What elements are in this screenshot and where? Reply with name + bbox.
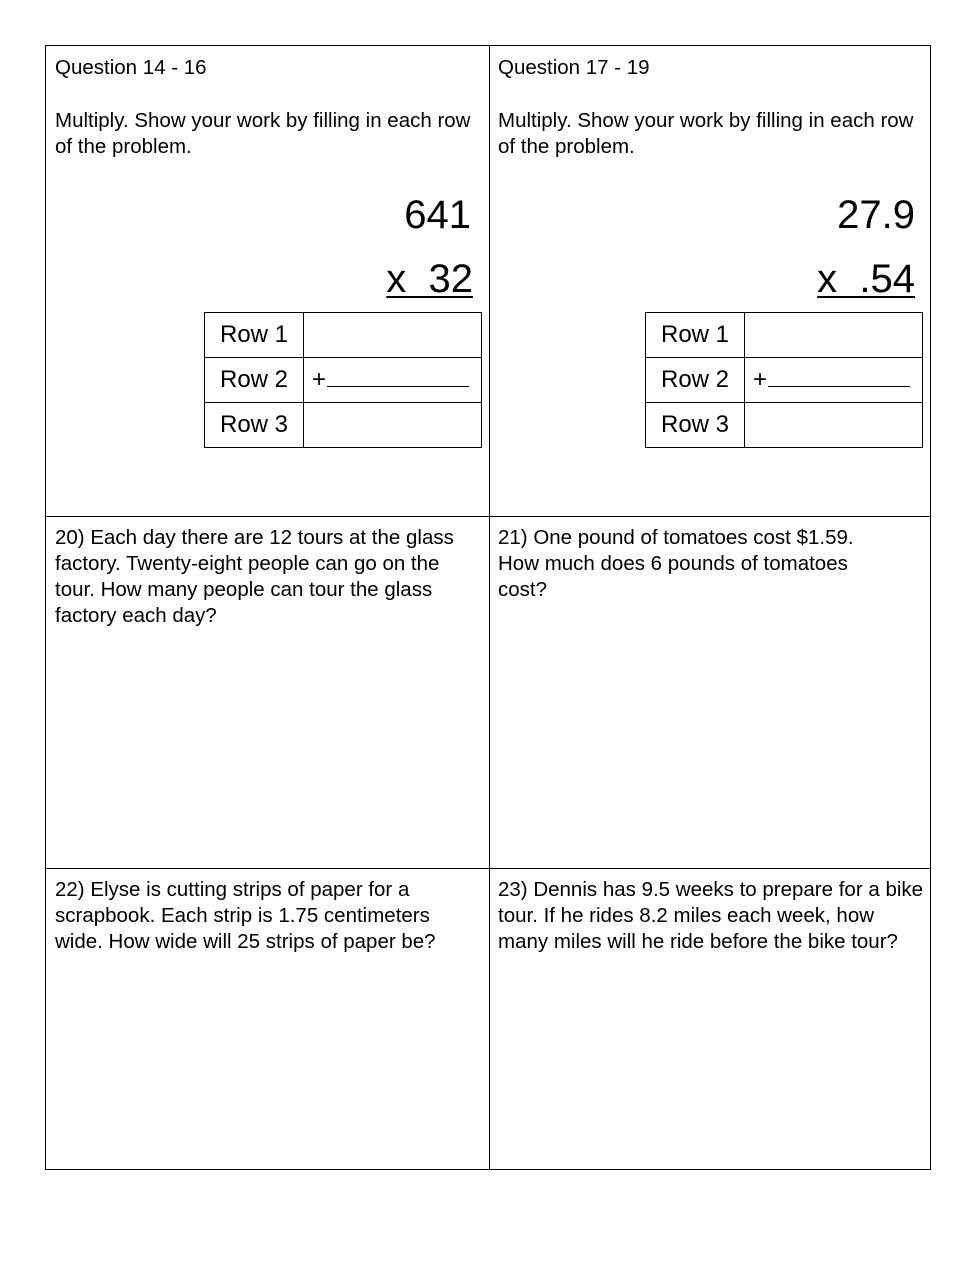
row-label: Row 2	[205, 358, 304, 403]
work-row	[205, 358, 482, 403]
row-answer-field[interactable]	[745, 358, 923, 403]
question-text: 22) Elyse is cutting strips of paper for a scrapbook. Each strip is 1.75 centimeters wide. How wide will 25 strips of paper be?	[55, 878, 436, 953]
row-answer-field[interactable]	[745, 313, 923, 358]
work-row	[646, 358, 923, 403]
multiplier: x 32	[386, 257, 473, 301]
row-label: Row 1	[646, 313, 745, 358]
question-text: 23) Dennis has 9.5 weeks to prepare for a bike tour. If he rides 8.2 miles each week, how many miles will he ride before the bike tour?	[498, 878, 924, 953]
row-prefix: +	[753, 366, 768, 393]
multiplier: x .54	[817, 257, 915, 301]
work-row	[205, 313, 482, 358]
multiplicand: 641	[404, 193, 471, 237]
row-answer-field[interactable]	[304, 403, 482, 448]
question-instructions: Multiply. Show your work by filling in each row of the problem.	[55, 109, 471, 158]
work-table	[645, 312, 923, 448]
row-answer-field[interactable]	[304, 358, 482, 403]
row-label: Row 3	[205, 403, 304, 448]
work-row	[646, 313, 923, 358]
worksheet-grid	[45, 45, 931, 1170]
cell-question-21	[489, 516, 932, 868]
row-label: Row 3	[646, 403, 745, 448]
question-heading: Question 14 - 16	[55, 56, 207, 79]
multiplicand: 27.9	[837, 193, 915, 237]
cell-question-17-19	[489, 46, 932, 516]
row-answer-field[interactable]	[745, 403, 923, 448]
row-prefix: +	[312, 366, 327, 393]
work-row	[646, 403, 923, 448]
cell-question-14-16	[46, 46, 489, 516]
question-heading: Question 17 - 19	[498, 56, 650, 79]
cell-question-20	[46, 516, 489, 868]
row-label: Row 1	[205, 313, 304, 358]
work-table	[204, 312, 482, 448]
cell-question-22	[46, 868, 489, 1171]
row-answer-field[interactable]	[304, 313, 482, 358]
question-instructions: Multiply. Show your work by filling in each row of the problem.	[498, 109, 914, 158]
cell-question-23	[489, 868, 932, 1171]
row-label: Row 2	[646, 358, 745, 403]
answer-blank-line	[327, 366, 469, 387]
question-text: 21) One pound of tomatoes cost $1.59. How much does 6 pounds of tomatoes cost?	[498, 526, 854, 601]
question-text: 20) Each day there are 12 tours at the glass factory. Twenty-eight people can go on the tour. How many people can tour the glass factory each day?	[55, 526, 454, 627]
answer-blank-line	[768, 366, 910, 387]
work-row	[205, 403, 482, 448]
